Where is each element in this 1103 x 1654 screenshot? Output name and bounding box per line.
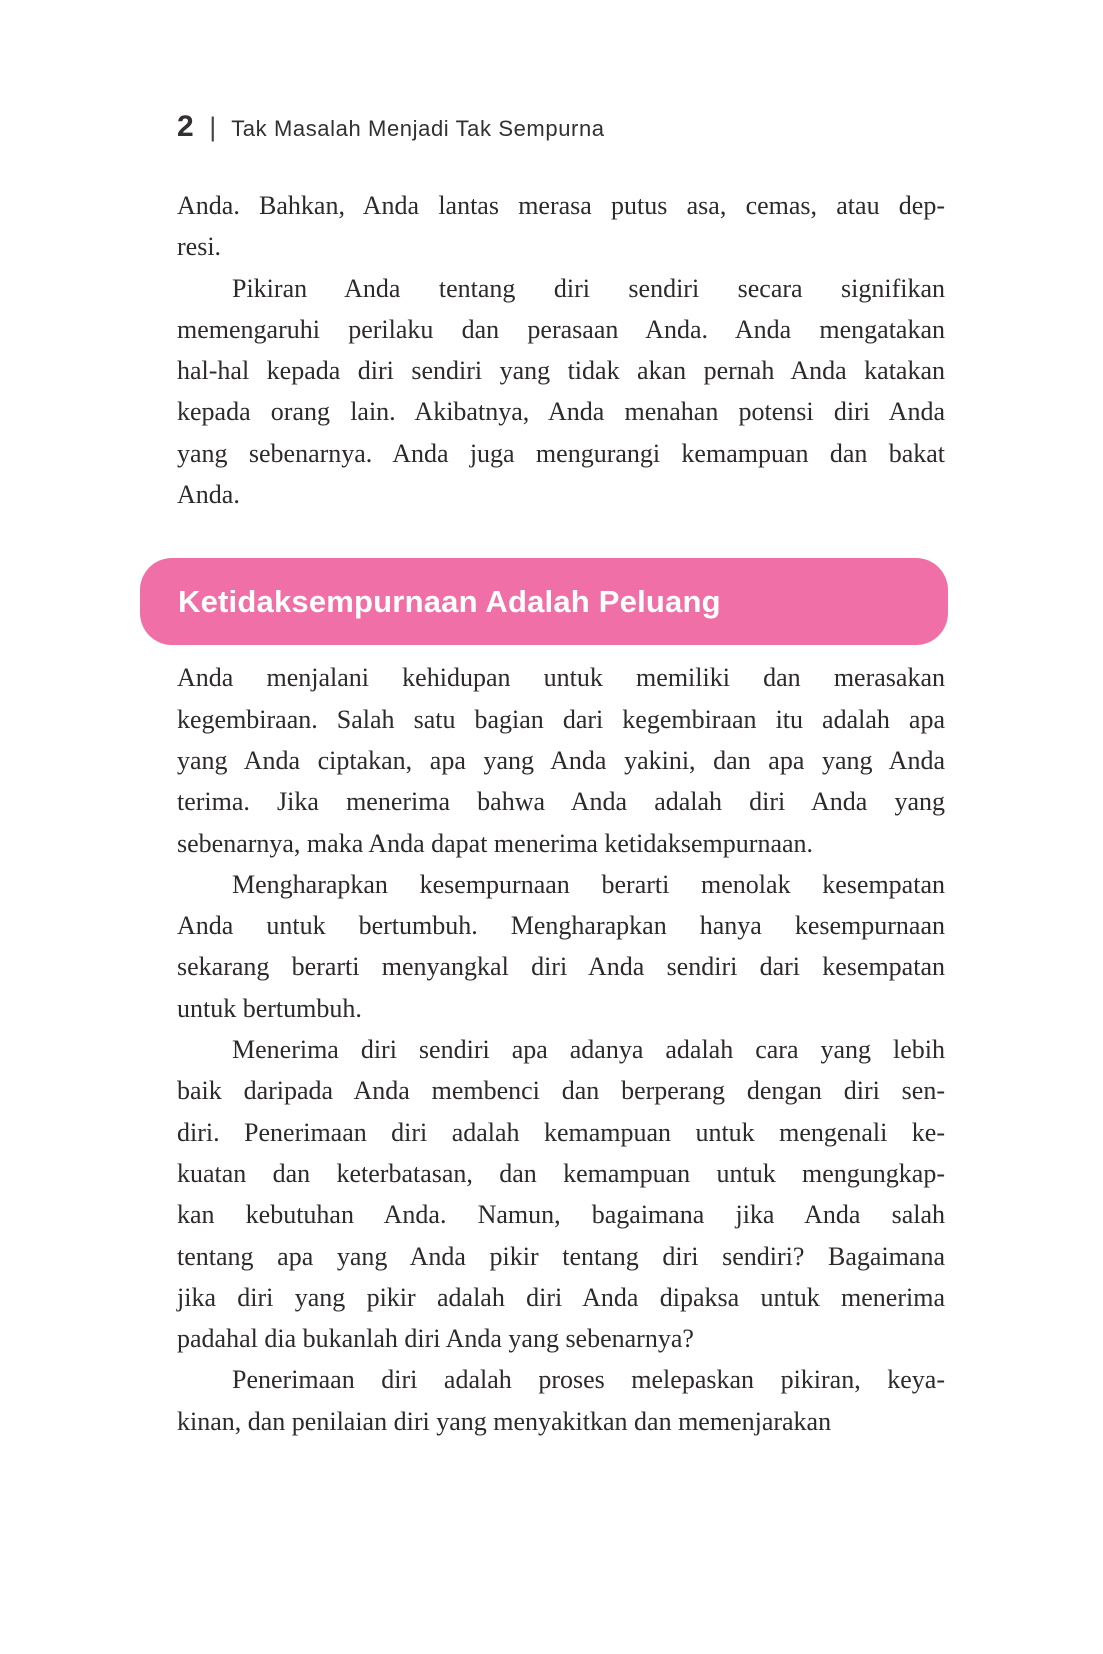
text-line: Anda untuk bertumbuh. Mengharapkan hanya kesempurnaan — [177, 911, 945, 941]
paragraph — [177, 657, 945, 863]
text-line: yang sebenarnya. Anda juga mengurangi kemampuan dan bakat — [177, 438, 945, 468]
text-line: diri. Penerimaan diri adalah kemampuan untuk mengenali ke- — [177, 1117, 945, 1147]
text-line: memengaruhi perilaku dan perasaan Anda. Anda mengatakan — [177, 314, 945, 344]
section-paragraphs — [177, 657, 945, 1442]
text-line: untuk bertumbuh. — [177, 993, 362, 1023]
text-line: tentang apa yang Anda pikir tentang diri sendiri? Bagaimana — [177, 1241, 945, 1271]
text-line: Anda menjalani kehidupan untuk memiliki dan merasakan — [177, 663, 945, 693]
header-separator: | — [209, 112, 217, 142]
page-content — [177, 185, 945, 1442]
text-line: kan kebutuhan Anda. Namun, bagaimana jika Anda salah — [177, 1200, 945, 1230]
running-header — [177, 110, 605, 144]
text-line: sebenarnya, maka Anda dapat menerima ketidaksempurnaan. — [177, 828, 814, 858]
paragraph — [177, 185, 945, 268]
text-line: padahal dia bukanlah diri Anda yang sebenarnya? — [177, 1324, 694, 1354]
text-line: Menerima diri sendiri apa adanya adalah cara yang lebih — [232, 1035, 945, 1065]
text-line: resi. — [177, 232, 222, 262]
page-number: 2 — [177, 110, 195, 143]
section-heading-banner — [140, 558, 948, 645]
text-line: Mengharapkan kesempurnaan berarti menolak kesempatan — [232, 869, 945, 899]
section-heading: Ketidaksempurnaan Adalah Peluang — [178, 584, 721, 620]
text-line: Pikiran Anda tentang diri sendiri secara signifikan — [232, 273, 945, 303]
text-line: Penerimaan diri adalah proses melepaskan pikiran, keya- — [232, 1365, 945, 1395]
text-line: Anda. Bahkan, Anda lantas merasa putus asa, cemas, atau dep- — [177, 191, 945, 220]
intro-paragraphs — [177, 185, 945, 515]
text-line: baik daripada Anda membenci dan berperang dengan diri sen- — [177, 1076, 945, 1106]
paragraph — [177, 864, 945, 1029]
text-line: kinan, dan penilaian diri yang menyakitkan dan memenjarakan — [177, 1406, 832, 1436]
text-line: Anda. — [177, 480, 240, 510]
text-line: kepada orang lain. Akibatnya, Anda menahan potensi diri Anda — [177, 397, 945, 427]
text-line: sekarang berarti menyangkal diri Anda sendiri dari kesempatan — [177, 952, 945, 982]
text-line: yang Anda ciptakan, apa yang Anda yakini, dan apa yang Anda — [177, 745, 945, 775]
text-line: kuatan dan keterbatasan, dan kemampuan untuk mengungkap- — [177, 1158, 945, 1188]
paragraph — [177, 1029, 945, 1359]
text-line: hal-hal kepada diri sendiri yang tidak akan pernah Anda katakan — [177, 356, 945, 386]
paragraph — [177, 268, 945, 516]
text-line: terima. Jika menerima bahwa Anda adalah diri Anda yang — [177, 787, 945, 817]
text-line: jika diri yang pikir adalah diri Anda dipaksa untuk menerima — [177, 1282, 945, 1312]
paragraph — [177, 1359, 945, 1442]
text-line: kegembiraan. Salah satu bagian dari kegembiraan itu adalah apa — [177, 704, 945, 734]
book-title: Tak Masalah Menjadi Tak Sempurna — [231, 116, 605, 141]
